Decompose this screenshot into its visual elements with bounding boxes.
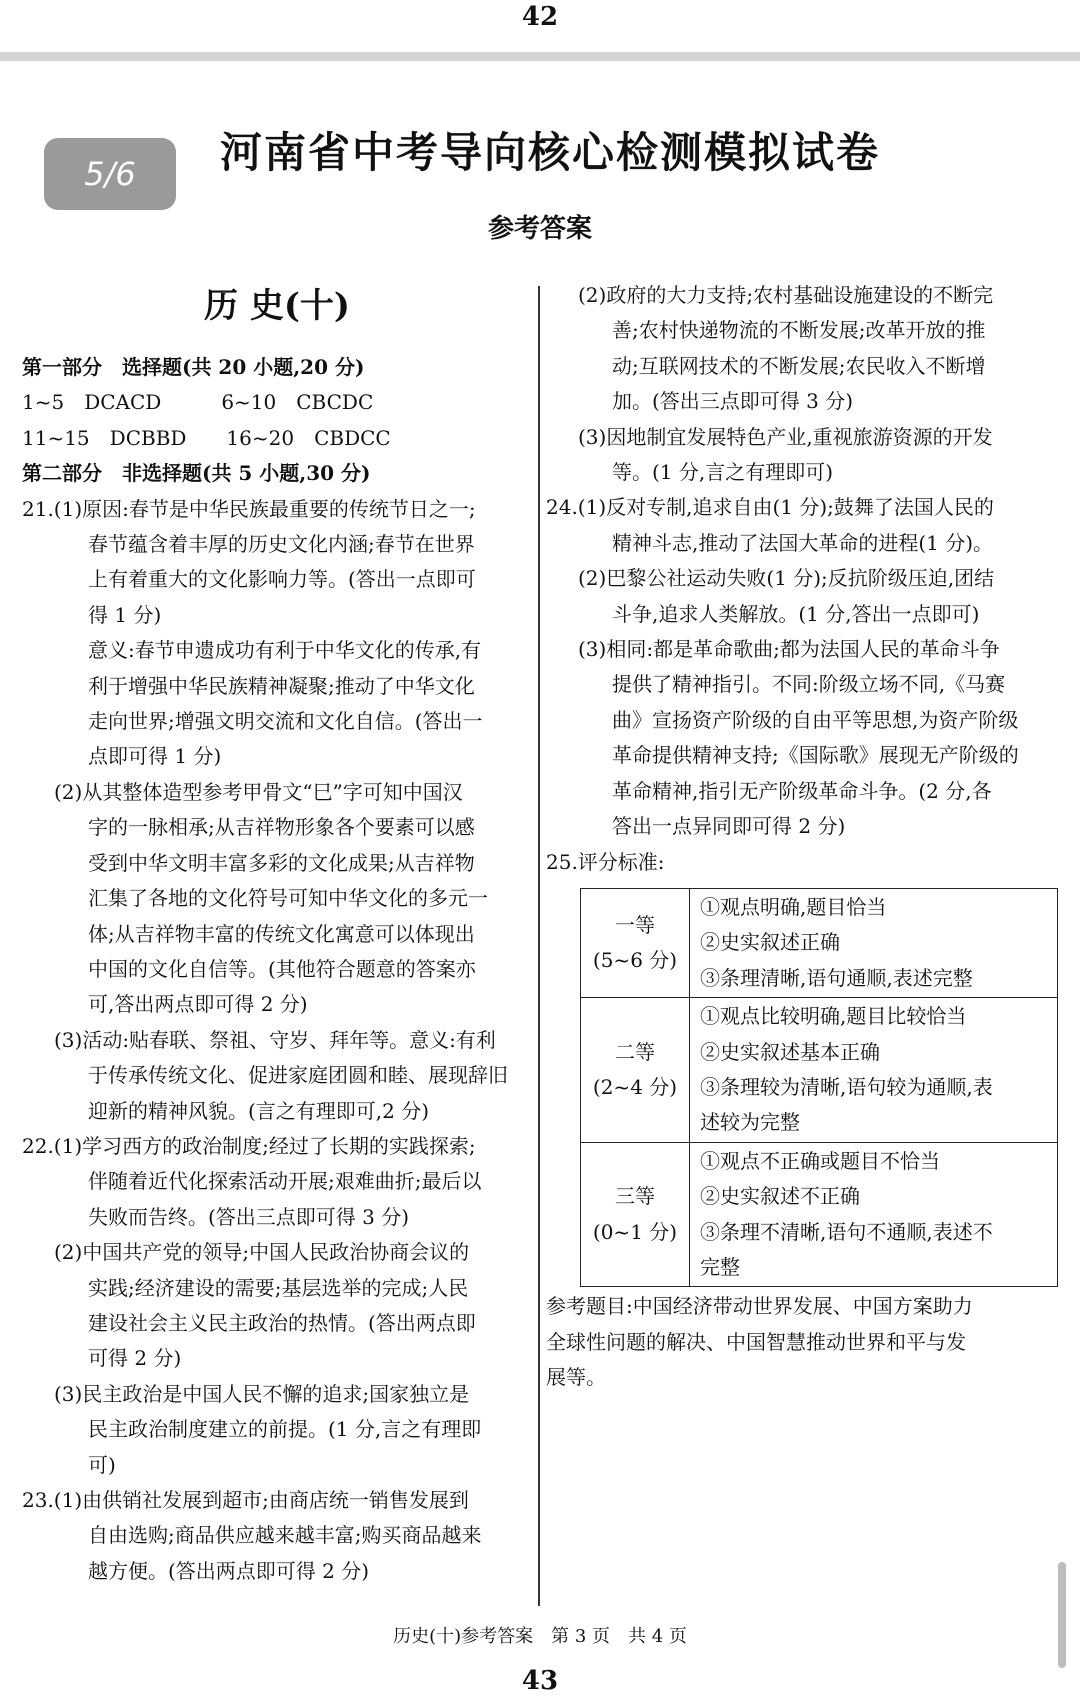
answer-line: 意义:春节申遗成功有利于中华文化的传承,有 [88,638,482,663]
rubric-criterion: ③条理不清晰,语句不通顺,表述不 [700,1219,993,1244]
answer-line: 23.(1)由供销社发展到超市;由商店统一销售发展到 [22,1488,469,1512]
answer-line: 春节蕴含着丰厚的历史文化内涵;春节在世界 [88,532,475,557]
answer-line: (2)巴黎公社运动失败(1 分);反抗阶级压迫,团结 [578,566,995,591]
answer-line: (3)因地制宜发展特色产业,重视旅游资源的开发 [578,424,993,449]
table-row [581,1142,1058,1287]
answer-line: 第一部分 选择题(共 20 小题,20 分) [22,355,365,379]
page-title: 河南省中考导向核心检测模拟试卷 [219,128,880,177]
answer-line: 25.评分标准: [546,849,665,874]
rubric-criterion: ①观点比较明确,题目比较恰当 [700,1004,967,1029]
rubric-level-name: 二等 [615,1039,655,1064]
rubric-table [580,888,1058,1287]
top-divider [0,52,1080,61]
answer-line: 民主政治制度建立的前提。(1 分,言之有理即 [88,1417,482,1442]
page-bottom-number: 43 [521,1666,559,1696]
answer-line: 伴随着近代化探索活动开展;艰难曲折;最后以 [88,1169,482,1194]
answer-line: 11~15 DCBBD 16~20 CBDCC [22,425,391,450]
answer-line: 点即可得 1 分) [88,744,222,769]
answer-line: 失败而告终。(答出三点即可得 3 分) [88,1204,410,1229]
answer-line: (3)民主政治是中国人民不懈的追求;国家独立是 [54,1381,470,1406]
rubric-level [581,998,690,1143]
rubric-criterion: 完整 [700,1254,740,1279]
answer-line: 精神斗志,推动了法国大革命的进程(1 分)。 [612,530,994,555]
answer-line: 22.(1)学习西方的政治制度;经过了长期的实践探索; [22,1133,476,1158]
answer-line: 中国的文化自信等。(其他符合题意的答案亦 [88,956,476,981]
column-divider [538,286,540,1606]
answer-line: (2)中国共产党的领导;中国人民政治协商会议的 [54,1240,470,1265]
answer-line: 走向世界;增强文明交流和文化自信。(答出一 [88,709,483,734]
answer-line: 加。(答出三点即可得 3 分) [612,389,854,414]
answer-line: (2)从其整体造型参考甲骨文“巳”字可知中国汉 [54,779,463,804]
answer-line: 汇集了各地的文化符号可知中华文化的多元一 [88,886,488,911]
rubric-criterion: ①观点不正确或题目不恰当 [700,1148,940,1173]
rubric-criterion: ②史实叙述基本正确 [700,1039,880,1064]
scrollbar-thumb[interactable] [1058,1562,1066,1668]
answer-line: (3)活动:贴春联、祭祖、守岁、拜年等。意义:有利 [54,1027,496,1052]
answer-line: 第二部分 非选择题(共 5 小题,30 分) [22,461,371,486]
reference-topics [546,1289,1058,1395]
answer-line: 可,答出两点即可得 2 分) [88,992,308,1017]
answer-line: 革命提供精神支持;《国际歌》展现无产阶级的 [612,743,1019,768]
answer-line: 实践;经济建设的需要;基层选举的完成;人民 [88,1275,469,1300]
subject-title: 历 史(十) [203,286,350,326]
answer-line: 革命精神,指引无产阶级革命斗争。(2 分,各 [612,778,992,803]
right-column [546,278,1058,1396]
rubric-criteria [690,888,1058,997]
rubric-criterion: ②史实叙述正确 [700,930,840,955]
page-subtitle: 参考答案 [487,214,592,244]
reference-line: 展等。 [546,1365,606,1390]
rubric-level-range: (2~4 分) [592,1074,678,1099]
page-badge[interactable]: 5/6 [44,138,176,210]
rubric-criterion: ③条理清晰,语句通顺,表述完整 [700,965,973,990]
answer-line: 上有着重大的文化影响力等。(答出一点即可 [88,567,476,592]
rubric-criterion: 述较为完整 [700,1110,800,1135]
answer-line: (2)政府的大力支持;农村基础设施建设的不断完 [578,283,994,307]
left-column [22,278,532,1589]
rubric-criterion: ③条理较为清晰,语句较为通顺,表 [700,1074,993,1099]
rubric-level [581,888,690,997]
rubric-criteria [690,998,1058,1143]
answer-line: 字的一脉相承;从吉祥物形象各个要素可以感 [88,815,475,840]
answer-line: 于传承传统文化、促进家庭团圆和睦、展现辞旧 [88,1063,508,1088]
page-footer: 历史(十)参考答案 第 3 页 共 4 页 [393,1626,687,1647]
reference-line: 参考题目:中国经济带动世界发展、中国方案助力 [546,1294,973,1319]
answer-line: 1~5 DCACD 6~10 CBCDC [22,390,374,415]
left-answers [22,350,532,1589]
answer-line: 曲》宣扬资产阶级的自由平等思想,为资产阶级 [612,707,1019,732]
answer-line: 斗争,追求人类解放。(1 分,答出一点即可) [612,601,980,626]
answer-line: 受到中华文明丰富多彩的文化成果;从吉祥物 [88,850,475,875]
answer-line: 越方便。(答出两点即可得 2 分) [88,1558,370,1583]
answer-line: 体;从吉祥物丰富的传统文化寓意可以体现出 [88,921,475,946]
rubric-level-name: 一等 [615,912,655,937]
answer-line: 21.(1)原因:春节是中华民族最重要的传统节日之一; [22,496,476,521]
reference-line: 全球性问题的解决、中国智慧推动世界和平与发 [546,1329,966,1354]
rubric-level-range: (5~6 分) [592,948,678,973]
page-top-number: 42 [521,2,559,32]
answer-line: 答出一点异同即可得 2 分) [612,814,846,839]
answer-line: 建设社会主义民主政治的热情。(答出两点即 [88,1310,476,1335]
rubric-level [581,1142,690,1287]
answer-line: 动;互联网技术的不断发展;农民收入不断增 [612,353,986,378]
rubric-criterion: ①观点明确,题目恰当 [700,894,887,919]
answer-line: 善;农村快递物流的不断发展;改革开放的推 [612,318,986,343]
rubric-criterion: ②史实叙述不正确 [700,1184,860,1209]
answer-line: 提供了精神指引。不同:阶级立场不同,《马赛 [612,672,1006,697]
rubric-criteria [690,1142,1058,1287]
table-row [581,888,1058,997]
answer-line: 自由选购;商品供应越来越丰富;购买商品越来 [88,1523,482,1548]
answer-line: 利于增强中华民族精神凝聚;推动了中华文化 [88,673,475,698]
answer-line: 可) [88,1452,116,1477]
answer-line: 24.(1)反对专制,追求自由(1 分);鼓舞了法国人民的 [546,495,994,520]
answer-line: 可得 2 分) [88,1346,182,1371]
rubric-level-range: (0~1 分) [592,1219,678,1244]
answer-line: 等。(1 分,言之有理即可) [612,460,834,485]
answer-line: 得 1 分) [88,602,162,627]
rubric-level-name: 三等 [615,1184,655,1209]
right-answers [546,278,1058,880]
answer-line: 迎新的精神风貌。(言之有理即可,2 分) [88,1098,430,1123]
answer-line: (3)相同:都是革命歌曲;都为法国人民的革命斗争 [578,637,1000,662]
table-row [581,998,1058,1143]
